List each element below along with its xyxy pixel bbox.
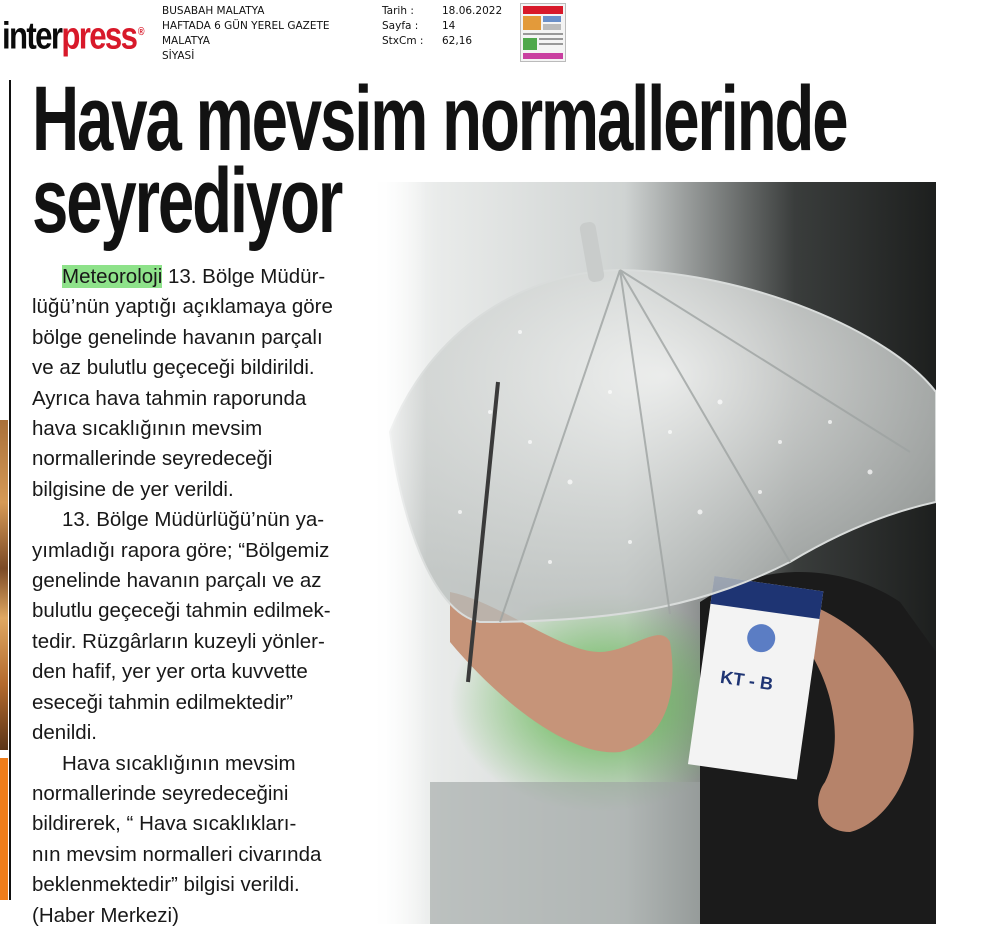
adjacent-ad-edge xyxy=(0,758,8,900)
body-line: normallerinde seyredeceğini xyxy=(32,781,289,805)
meta-key: Sayfa : xyxy=(382,20,419,32)
article-photo-umbrella xyxy=(370,182,936,924)
article-body xyxy=(32,262,412,931)
source-info xyxy=(162,4,330,64)
body-line: lüğü’nün yaptığı açıklamaya göre xyxy=(32,295,333,319)
registered-mark: ® xyxy=(137,26,145,38)
body-line: beklenmektedir” bilgisi verildi. xyxy=(32,873,300,897)
body-line: hava sıcaklığının mevsim xyxy=(32,417,263,441)
logo-text-press: press xyxy=(61,15,137,58)
source-line: HAFTADA 6 GÜN YEREL GAZETE xyxy=(162,20,330,32)
source-line: MALATYA xyxy=(162,35,210,47)
newspaper-page-thumbnail[interactable] xyxy=(520,3,566,62)
meta-key: StxCm : xyxy=(382,35,424,47)
logo-text-inter: inter xyxy=(2,15,62,58)
column-rule xyxy=(9,80,11,900)
body-line: genelinde havanın parçalı ve az xyxy=(32,569,322,593)
adjacent-photo-edge xyxy=(0,420,8,750)
body-line: bulutlu geçeceği tahmin edilmek- xyxy=(32,599,331,623)
body-line: denildi. xyxy=(32,721,97,745)
meta-value: 14 xyxy=(442,20,456,32)
byline: (Haber Merkezi) xyxy=(32,903,179,927)
body-line: Ayrıca hava tahmin raporunda xyxy=(32,386,307,410)
meta-row-page xyxy=(382,19,502,34)
headline-line: seyrediyor xyxy=(32,150,342,252)
body-line: bilgisine de yer verildi. xyxy=(32,477,234,501)
source-line: BUSABAH MALATYA xyxy=(162,5,265,17)
meta-row-stxcm xyxy=(382,34,502,49)
body-line: Hava sıcaklığının mevsim xyxy=(62,751,296,775)
body-line: eseceği tahmin edilmektedir” xyxy=(32,690,293,714)
body-line: den hafif, yer yer orta kuvvette xyxy=(32,660,308,684)
body-line xyxy=(32,262,412,292)
highlighted-keyword: Meteoroloji xyxy=(62,265,163,288)
meta-value: 18.06.2022 xyxy=(442,5,503,17)
body-line: tedir. Rüzgârların kuzeyli yönler- xyxy=(32,629,325,653)
body-line: bildirerek, “ Hava sıcaklıkları- xyxy=(32,812,297,836)
clipping-meta xyxy=(382,4,502,49)
body-line: 13. Bölge Müdürlüğü’nün ya- xyxy=(62,508,325,532)
meta-row-date xyxy=(382,4,502,19)
body-line: normallerinde seyredeceği xyxy=(32,447,273,471)
source-line: SİYASİ xyxy=(162,50,195,62)
body-line-rest: 13. Bölge Müdür- xyxy=(162,265,326,288)
body-line: bölge genelinde havanın parçalı xyxy=(32,325,323,349)
meta-value: 62,16 xyxy=(442,35,473,47)
meta-key: Tarih : xyxy=(382,5,414,17)
body-line: nın mevsim normalleri civarında xyxy=(32,842,322,866)
interpress-logo xyxy=(2,10,145,59)
body-line: ve az bulutlu geçeceği bildirildi. xyxy=(32,356,315,380)
body-line: yımladığı rapora göre; “Bölgemiz xyxy=(32,538,330,562)
headline-line: Hava mevsim normallerinde xyxy=(32,68,847,170)
